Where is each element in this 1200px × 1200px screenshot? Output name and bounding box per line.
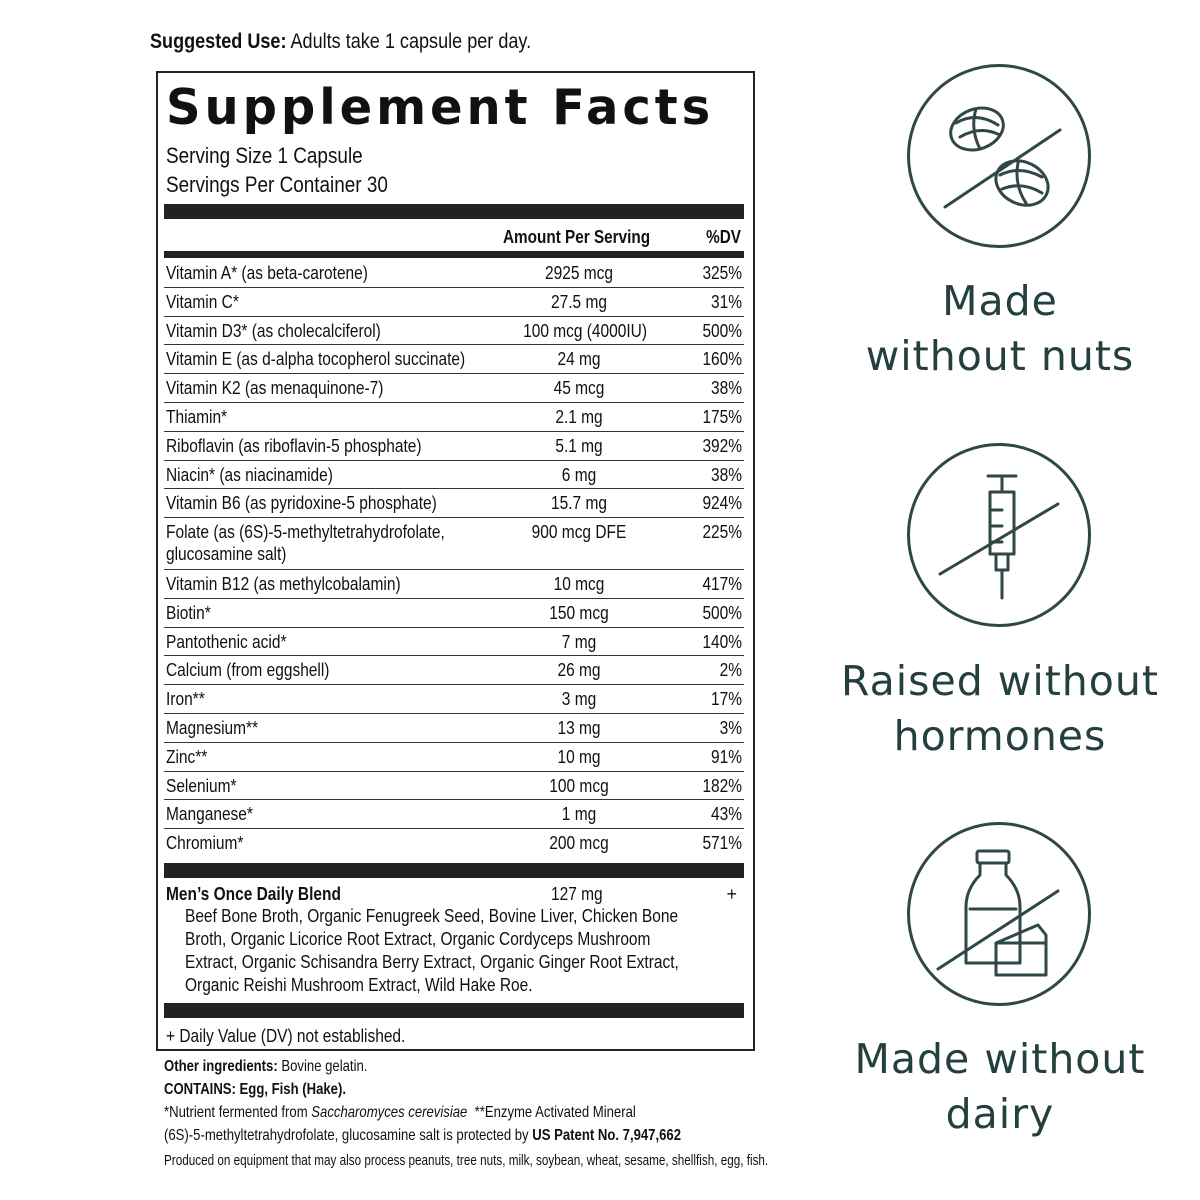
nutrient-amount: 5.1 mg [555, 435, 603, 456]
nutrient-name [166, 803, 253, 825]
nutrient-row [164, 461, 744, 490]
supplement-facts-panel [156, 71, 755, 1051]
servings-per-container: Servings Per Container 30 [166, 172, 388, 197]
nutrient-row [164, 374, 744, 403]
nutrient-dv: 38% [711, 378, 742, 399]
no-nuts-icon [910, 67, 1088, 245]
nutrient-dv: 325% [702, 263, 742, 283]
nutrient-amount: 100 mcg (4000IU) [523, 320, 648, 341]
nutrient-name-line: Pantothenic acid* [166, 631, 287, 652]
suggested-use-text: Adults take 1 capsule per day. [286, 30, 532, 53]
other-ingredients-label: Other ingredients: [164, 1058, 278, 1075]
nutrient-name-line: Vitamin C* [166, 291, 239, 312]
nutrient-dv: 182% [702, 775, 742, 796]
nutrient-name-line: Vitamin B12 (as methylcobalamin) [166, 574, 401, 594]
nutrient-name [166, 688, 205, 710]
nutrient-name-line: Calcium (from eggshell) [166, 660, 330, 681]
nutrient-name-line: Vitamin K2 (as menaquinone-7) [166, 378, 384, 399]
nutrient-amount: 7 mg [561, 631, 597, 652]
nutrient-name [166, 521, 445, 565]
nutrient-dv: 924% [702, 493, 742, 514]
nutrient-dv: 140% [702, 631, 742, 652]
nutrient-dv: 392% [702, 435, 742, 456]
no-hormones-badge [907, 443, 1091, 627]
nutrient-dv: 31% [711, 291, 742, 312]
nutrient-note-suffix: **Enzyme Activated Mineral [467, 1104, 636, 1121]
no-nuts-caption-line2: without nuts [865, 332, 1135, 380]
nutrient-name [166, 602, 211, 624]
no-hormones-syringe-icon [910, 446, 1088, 624]
nutrient-name-line: Thiamin* [166, 407, 228, 427]
nutrient-name [166, 573, 401, 595]
other-ingredients-text: Bovine gelatin. [277, 1058, 368, 1075]
nutrient-row [164, 829, 744, 858]
nutrient-name [166, 435, 422, 457]
header-amount-per-serving: Amount Per Serving [503, 227, 651, 247]
nutrient-row [164, 800, 744, 829]
nutrient-amount: 13 mg [557, 718, 601, 738]
nutrient-name [166, 746, 207, 768]
nutrient-name-line: Niacin* (as niacinamide) [166, 464, 333, 485]
blend-name: Men’s Once Daily Blend [166, 884, 341, 904]
no-hormones-caption [800, 654, 1200, 764]
nutrient-name [166, 406, 227, 428]
no-dairy-badge [907, 822, 1091, 1006]
nutrient-name-line: glucosamine salt) [166, 544, 287, 565]
nutrient-dv: 571% [702, 833, 742, 854]
nutrient-note-prefix: *Nutrient fermented from [164, 1104, 312, 1121]
nutrient-amount: 900 mcg DFE [531, 522, 627, 543]
nutrient-row [164, 403, 744, 432]
header-daily-value: %DV [706, 227, 741, 247]
nutrient-amount: 3 mg [561, 689, 597, 710]
panel-title: Supplement Facts [166, 79, 715, 136]
nutrient-dv: 175% [702, 407, 742, 427]
nutrient-dv: 3% [719, 718, 742, 738]
nutrient-row [164, 317, 744, 346]
nutrient-amount: 10 mcg [553, 574, 605, 594]
nutrient-row [164, 432, 744, 461]
nutrient-note [164, 1104, 636, 1122]
suggested-use-label: Suggested Use: [150, 30, 287, 53]
nutrient-note-italic: Saccharomyces cerevisiae [311, 1104, 468, 1121]
nutrient-dv: 417% [702, 574, 742, 594]
nutrient-amount: 2925 mcg [545, 263, 613, 283]
no-hormones-caption-line2: hormones [893, 712, 1107, 760]
nutrient-name [166, 492, 437, 514]
nutrient-name-line: Biotin* [166, 602, 211, 623]
nutrient-amount: 200 mcg [549, 833, 609, 854]
blend-amount: 127 mg [551, 884, 603, 904]
no-dairy-caption [800, 1032, 1200, 1142]
nutrient-name [166, 262, 368, 284]
nutrient-row [164, 288, 744, 317]
no-dairy-icon [910, 825, 1088, 1003]
nutrient-amount: 1 mg [561, 804, 597, 825]
nutrient-row [164, 259, 744, 288]
nutrient-name-line: Vitamin D3* (as cholecalciferol) [166, 320, 381, 341]
nutrient-name [166, 775, 237, 797]
nutrient-row [164, 489, 744, 518]
other-ingredients [164, 1058, 367, 1076]
nutrient-amount: 100 mcg [549, 775, 609, 796]
nutrient-dv: 160% [702, 349, 742, 370]
nutrient-amount: 10 mg [557, 746, 601, 767]
nutrient-amount: 150 mcg [549, 602, 609, 623]
nutrient-row [164, 714, 744, 743]
nutrient-name [166, 377, 383, 399]
nutrient-dv: 500% [702, 320, 742, 341]
nutrient-dv: 91% [711, 746, 742, 767]
nutrient-dv: 500% [702, 602, 742, 623]
dv-footnote: + Daily Value (DV) not established. [166, 1026, 406, 1046]
nutrient-name-line: Vitamin A* (as beta-carotene) [166, 263, 368, 283]
nutrient-row [164, 345, 744, 374]
nutrient-name [166, 832, 243, 854]
nutrient-amount: 2.1 mg [555, 407, 603, 427]
no-nuts-badge [907, 64, 1091, 248]
nutrient-amount: 24 mg [557, 349, 601, 370]
thick-divider-top [164, 204, 744, 219]
nutrient-dv: 225% [702, 522, 742, 543]
nutrient-name [166, 717, 258, 739]
nutrient-row [164, 743, 744, 772]
nutrient-amount: 15.7 mg [551, 493, 607, 514]
nutrient-name-line: Magnesium** [166, 718, 259, 738]
nutrient-name [166, 320, 381, 342]
medium-divider [164, 251, 744, 258]
no-nuts-caption [800, 274, 1200, 384]
nutrient-dv: 38% [711, 464, 742, 485]
nutrient-row [164, 656, 744, 685]
contains-allergens: CONTAINS: Egg, Fish (Hake). [164, 1081, 346, 1098]
blend-ingredients: Beef Bone Broth, Organic Fenugreek Seed, Bovine Liver, Chicken Bone Broth, Organic Licorice Root Extract, Organic Cordyceps Mushroom Extract, Organic Schisandra Berry Extract, Organic Ginger Root Extract, Organic Reishi Mushroom Extract, Wild Hake Roe. [185, 906, 679, 995]
nutrient-name-line: Zinc** [166, 746, 208, 767]
nutrient-name [166, 659, 329, 681]
patent-note-prefix: (6S)-5-methyltetrahydrofolate, glucosamine salt is protected by [164, 1127, 533, 1144]
nutrient-row [164, 599, 744, 628]
nutrient-row [164, 518, 744, 570]
nutrient-name [166, 631, 286, 653]
nutrient-dv: 43% [711, 804, 742, 825]
patent-note [164, 1127, 681, 1145]
nutrient-name-line: Folate (as (6S)-5-methyltetrahydrofolate, [166, 522, 445, 543]
blend-dv: + [726, 884, 737, 904]
no-dairy-caption-line2: dairy [945, 1090, 1055, 1138]
patent-number: US Patent No. 7,947,662 [532, 1127, 682, 1144]
nutrient-name-line: Riboflavin (as riboflavin-5 phosphate) [166, 435, 422, 456]
nutrient-name-line: Vitamin B6 (as pyridoxine-5 phosphate) [166, 493, 437, 514]
thick-divider-bottom [164, 1003, 744, 1018]
thick-divider-blend [164, 863, 744, 878]
suggested-use [150, 30, 531, 54]
nutrient-name-line: Selenium* [166, 775, 237, 796]
nutrient-name-line: Vitamin E (as d-alpha tocopherol succinate) [166, 349, 466, 370]
nutrient-amount: 26 mg [557, 660, 601, 681]
nutrient-dv: 2% [719, 660, 742, 681]
no-nuts-caption-line1: Made [942, 277, 1058, 325]
nutrient-name-line: Chromium* [166, 833, 244, 854]
no-dairy-caption-line1: Made without [854, 1035, 1146, 1083]
nutrient-row [164, 628, 744, 657]
nutrient-name [166, 291, 239, 313]
nutrient-amount: 45 mcg [553, 378, 605, 399]
nutrient-amount: 27.5 mg [551, 291, 607, 312]
nutrient-name-line: Manganese* [166, 804, 253, 825]
nutrient-dv: 17% [711, 689, 742, 710]
no-hormones-caption-line1: Raised without [841, 657, 1159, 705]
nutrient-name [166, 464, 333, 486]
nutrient-row [164, 772, 744, 801]
equipment-note: Produced on equipment that may also process peanuts, tree nuts, milk, soybean, wheat, sesame, shellfish, egg, fish. [164, 1152, 769, 1169]
serving-size: Serving Size 1 Capsule [166, 143, 363, 168]
nutrient-name-line: Iron** [166, 689, 205, 710]
nutrient-amount: 6 mg [561, 464, 597, 485]
nutrient-row [164, 685, 744, 714]
nutrient-row [164, 570, 744, 599]
nutrient-name [166, 348, 465, 370]
